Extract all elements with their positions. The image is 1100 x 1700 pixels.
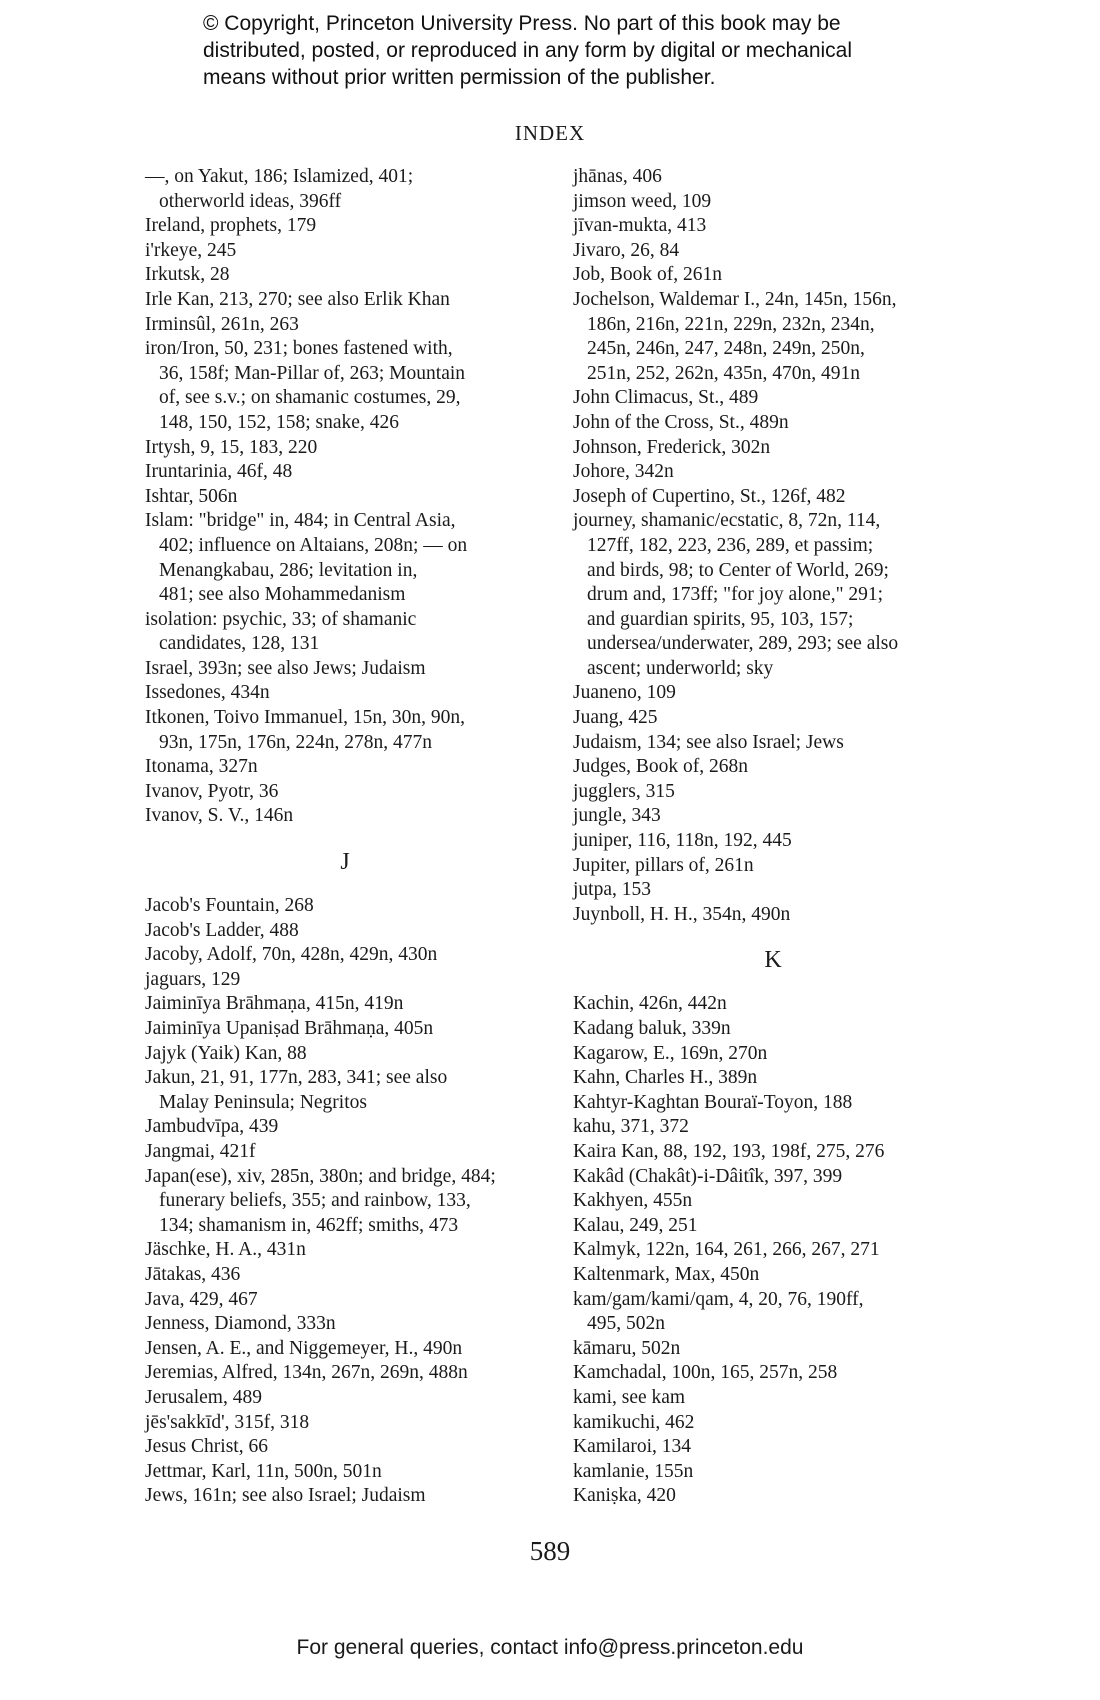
index-entry-line: Jaiminīya Brāhmaṇa, 415n, 419n (145, 993, 404, 1015)
index-entry-line: Irle Kan, 213, 270; see also Erlik Khan (145, 288, 450, 310)
index-entry (145, 165, 550, 214)
index-entry-line: jutpa, 153 (573, 879, 651, 901)
index-entry (145, 239, 550, 264)
index-entry (145, 1386, 550, 1411)
index-entry (573, 509, 983, 681)
copyright-line: means without prior written permission of the publisher. (203, 66, 716, 89)
index-entry-line: jungle, 343 (573, 805, 661, 827)
index-entry (573, 411, 983, 436)
index-entry (573, 992, 983, 1017)
index-entry (573, 1386, 983, 1411)
index-entry-line: 127ff, 182, 223, 236, 289, et passim; (587, 534, 874, 556)
copyright-line: © Copyright, Princeton University Press. No part of this book may be (203, 12, 841, 35)
index-entry-line: Job, Book of, 261n (573, 264, 722, 286)
index-entry (573, 681, 983, 706)
index-entry-line: undersea/underwater, 289, 293; see also (587, 633, 899, 655)
index-entry (573, 1165, 983, 1190)
index-entry-line: Jews, 161n; see also Israel; Judaism (145, 1485, 426, 1507)
index-entry-line: Jaiminīya Upaniṣad Brāhmaṇa, 405n (145, 1018, 434, 1039)
section-letter-j: J (340, 849, 350, 876)
index-entry (145, 313, 550, 338)
index-entry (145, 1435, 550, 1460)
index-entry (145, 1263, 550, 1288)
index-entry-line: 36, 158f; Man-Pillar of, 263; Mountain (159, 362, 466, 384)
index-entry (145, 1361, 550, 1386)
index-entry-line: Kahn, Charles H., 389n (573, 1067, 758, 1089)
index-entry (145, 1042, 550, 1067)
index-entry-line: jimson weed, 109 (573, 190, 712, 212)
index-entry (145, 992, 550, 1017)
index-entry (573, 460, 983, 485)
index-entry (573, 190, 983, 215)
index-entries-j (145, 894, 550, 1509)
index-entry (145, 436, 550, 461)
index-entry-line: Jajyk (Yaik) Kan, 88 (145, 1042, 307, 1064)
index-entry-line: isolation: psychic, 33; of shamanic (145, 608, 417, 630)
index-entry-line: kamikuchi, 462 (573, 1411, 695, 1433)
index-entry (145, 780, 550, 805)
index-entries-i (145, 165, 550, 829)
index-entry-line: Jäschke, H. A., 431n (145, 1239, 306, 1261)
index-entry (573, 1361, 983, 1386)
index-entry-line: Jesus Christ, 66 (145, 1436, 268, 1458)
index-entry-line: Jettmar, Karl, 11n, 500n, 501n (145, 1460, 382, 1482)
index-entry-line: Iruntarinia, 46f, 48 (145, 461, 293, 483)
index-entry-line: Kalau, 249, 251 (573, 1214, 698, 1236)
index-entry (145, 1115, 550, 1140)
index-entry (145, 919, 550, 944)
index-entry (145, 608, 550, 657)
index-entry (145, 968, 550, 993)
index-entry-line: 186n, 216n, 221n, 229n, 232n, 234n, (587, 313, 875, 335)
index-entry-line: and birds, 98; to Center of World, 269; (587, 559, 889, 581)
index-entry-line: Itkonen, Toivo Immanuel, 15n, 30n, 90n, (145, 707, 465, 729)
index-entry (573, 1140, 983, 1165)
index-entry (573, 1484, 983, 1509)
index-entry (573, 386, 983, 411)
index-entry-line: 495, 502n (587, 1313, 665, 1335)
section-letter-k: K (764, 947, 782, 974)
index-entry-line: John Climacus, St., 489 (573, 387, 759, 409)
index-entry (573, 780, 983, 805)
index-entry-line: Juang, 425 (573, 707, 658, 729)
index-entry-line: 245n, 246n, 247, 248n, 249n, 250n, (587, 338, 865, 360)
index-entry (573, 436, 983, 461)
index-entry-line: Israel, 393n; see also Jews; Judaism (145, 657, 426, 679)
index-entry (573, 1435, 983, 1460)
index-entry (145, 804, 550, 829)
index-entry-line: Jenness, Diamond, 333n (145, 1313, 336, 1335)
index-entry (573, 165, 983, 190)
index-entry (573, 829, 983, 854)
index-entry (573, 214, 983, 239)
index-entry (573, 1460, 983, 1485)
index-entry (145, 657, 550, 682)
index-entry-line: Judaism, 134; see also Israel; Jews (573, 731, 844, 753)
index-entry-line: kam/gam/kami/qam, 4, 20, 76, 190ff, (573, 1288, 864, 1310)
index-entry-line: Jivaro, 26, 84 (573, 239, 680, 261)
index-entry (573, 731, 983, 756)
index-entry-line: Jakun, 21, 91, 177n, 283, 341; see also (145, 1067, 448, 1089)
index-entry (145, 485, 550, 510)
index-entry (573, 1115, 983, 1140)
index-entry (145, 337, 550, 435)
index-entry (145, 1484, 550, 1509)
index-entry-line: Islam: "bridge" in, 484; in Central Asia, (145, 510, 456, 532)
index-entry (145, 1337, 550, 1362)
index-entry-line: Jambudvīpa, 439 (145, 1116, 279, 1138)
index-entry (573, 1411, 983, 1436)
index-entry-line: Kaltenmark, Max, 450n (573, 1263, 760, 1285)
index-entry (573, 804, 983, 829)
index-entry (573, 854, 983, 879)
index-entry (145, 288, 550, 313)
index-entry (573, 1214, 983, 1239)
index-entry (573, 1042, 983, 1067)
index-entry-line: Ivanov, Pyotr, 36 (145, 780, 279, 802)
index-entry (145, 755, 550, 780)
index-entries-k (573, 992, 983, 1508)
index-entry-line: Juynboll, H. H., 354n, 490n (573, 903, 791, 925)
index-entries-j-cont (573, 165, 983, 927)
index-entry-line: Ireland, prophets, 179 (145, 215, 317, 237)
index-entry (145, 943, 550, 968)
index-entry-line: Juaneno, 109 (573, 682, 676, 704)
index-entry-line: 134; shamanism in, 462ff; smiths, 473 (159, 1214, 459, 1236)
index-entry (573, 1017, 983, 1042)
index-entry (145, 1066, 550, 1115)
index-entry-line: Kakhyen, 455n (573, 1190, 693, 1212)
index-entry-line: jaguars, 129 (145, 968, 241, 990)
index-entry-line: Ishtar, 506n (145, 485, 238, 507)
index-entry-line: John of the Cross, St., 489n (573, 411, 789, 433)
index-entry (573, 485, 983, 510)
index-entry-line: i'rkeye, 245 (145, 239, 237, 261)
index-entry-line: Joseph of Cupertino, St., 126f, 482 (573, 485, 846, 507)
index-entry (145, 706, 550, 755)
index-entry-line: Malay Peninsula; Negritos (159, 1091, 367, 1113)
index-entry-line: Jeremias, Alfred, 134n, 267n, 269n, 488n (145, 1362, 468, 1384)
index-entry-line: kami, see kam (573, 1386, 686, 1408)
index-entry-line: candidates, 128, 131 (159, 633, 320, 655)
index-entry (573, 1189, 983, 1214)
index-entry-line: Jacoby, Adolf, 70n, 428n, 429n, 430n (145, 944, 438, 966)
index-entry-line: Jensen, A. E., and Niggemeyer, H., 490n (145, 1337, 463, 1359)
index-entry-line: 402; influence on Altaians, 208n; — on (159, 534, 468, 556)
index-entry (573, 1066, 983, 1091)
footer-contact: For general queries, contact info@press.princeton.edu (296, 1636, 804, 1659)
index-entry (145, 214, 550, 239)
running-head: INDEX (514, 121, 586, 145)
index-entry-line: Jochelson, Waldemar I., 24n, 145n, 156n, (573, 288, 897, 310)
index-entry-line: drum and, 173ff; "for joy alone," 291; (587, 584, 884, 606)
index-entry-line: journey, shamanic/ecstatic, 8, 72n, 114, (573, 510, 881, 532)
index-entry (145, 681, 550, 706)
index-entry-line: ascent; underworld; sky (587, 657, 774, 679)
page-number: 589 (529, 1536, 571, 1566)
index-entry-line: juniper, 116, 118n, 192, 445 (573, 830, 792, 852)
index-entry (573, 755, 983, 780)
index-entry (145, 1312, 550, 1337)
index-entry-line: Irtysh, 9, 15, 183, 220 (145, 436, 318, 458)
index-entry-line: Irkutsk, 28 (145, 264, 230, 286)
index-entry (573, 288, 983, 386)
index-column-right (573, 165, 983, 1509)
index-entry (573, 878, 983, 903)
index-entry-line: Kahtyr-Kaghtan Bouraï-Toyon, 188 (573, 1091, 853, 1113)
index-entry-line: 481; see also Mohammedanism (159, 584, 406, 606)
index-entry-line: 93n, 175n, 176n, 224n, 278n, 477n (159, 731, 432, 753)
copyright-line: distributed, posted, or reproduced in any form by digital or mechanical (203, 39, 853, 62)
index-entry-line: Kakâd (Chakât)-i-Dâitîk, 397, 399 (573, 1165, 843, 1187)
index-entry (573, 1263, 983, 1288)
index-entry-line: —, on Yakut, 186; Islamized, 401; (145, 166, 414, 187)
index-entry (145, 1140, 550, 1165)
index-entry (145, 1017, 550, 1042)
index-entry-line: kahu, 371, 372 (573, 1116, 689, 1138)
index-entry (573, 263, 983, 288)
index-entry-line: Kadang baluk, 339n (573, 1018, 731, 1039)
index-entry-line: jēs'sakkīd', 315f, 318 (145, 1411, 310, 1433)
index-entry-line: Kachin, 426n, 442n (573, 993, 727, 1015)
index-entry (573, 1091, 983, 1116)
index-entry-line: Issedones, 434n (145, 682, 270, 704)
index-entry-line: Menangkabau, 286; levitation in, (159, 559, 418, 581)
index-entry-line: of, see s.v.; on shamanic costumes, 29, (159, 387, 461, 409)
index-entry-line: jugglers, 315 (573, 780, 675, 802)
index-entry (145, 509, 550, 607)
index-entry-line: Japan(ese), xiv, 285n, 380n; and bridge, 484; (145, 1165, 496, 1187)
index-entry (145, 263, 550, 288)
index-entry-line: 251n, 252, 262n, 435n, 470n, 491n (587, 362, 860, 384)
index-entry-line: Kamilaroi, 134 (573, 1436, 692, 1458)
index-entry-line: Kagarow, E., 169n, 270n (573, 1042, 768, 1064)
index-entry (145, 1238, 550, 1263)
index-entry-line: Itonama, 327n (145, 756, 258, 778)
index-entry-line: Jupiter, pillars of, 261n (573, 854, 754, 876)
index-entry-line: Jangmai, 421f (145, 1140, 256, 1162)
index-entry-line: Kaniṣka, 420 (573, 1485, 676, 1507)
index-entry-line: jhānas, 406 (573, 166, 662, 187)
index-entry-line: otherworld ideas, 396ff (159, 190, 342, 212)
index-entry-line: Johnson, Frederick, 302n (573, 436, 771, 458)
index-entry-line: and guardian spirits, 95, 103, 157; (587, 608, 854, 630)
index-entry-line: jīvan-mukta, 413 (573, 215, 707, 237)
index-entry (145, 1165, 550, 1239)
index-entry-line: Kaira Kan, 88, 192, 193, 198f, 275, 276 (573, 1140, 885, 1162)
index-entry (145, 460, 550, 485)
index-entry-line: kāmaru, 502n (573, 1337, 681, 1359)
index-entry (145, 1288, 550, 1313)
index-entry-line: Jacob's Fountain, 268 (145, 895, 314, 917)
index-entry (573, 1238, 983, 1263)
index-entry (573, 706, 983, 731)
index-entry-line: Ivanov, S. V., 146n (145, 805, 294, 827)
index-entry-line: Irminsûl, 261n, 263 (145, 313, 299, 335)
index-entry (573, 239, 983, 264)
index-entry (573, 1337, 983, 1362)
index-entry-line: Kamchadal, 100n, 165, 257n, 258 (573, 1362, 838, 1384)
index-entry-line: iron/Iron, 50, 231; bones fastened with, (145, 338, 453, 360)
index-entry-line: Java, 429, 467 (145, 1288, 258, 1310)
index-entry (145, 1411, 550, 1436)
index-entry-line: Jacob's Ladder, 488 (145, 919, 299, 941)
index-entry-line: funerary beliefs, 355; and rainbow, 133, (159, 1190, 471, 1212)
index-entry-line: kamlanie, 155n (573, 1460, 694, 1482)
index-entry-line: Johore, 342n (573, 461, 674, 483)
index-entry-line: Jātakas, 436 (145, 1263, 241, 1285)
index-entry (145, 1460, 550, 1485)
index-entry-line: 148, 150, 152, 158; snake, 426 (159, 411, 399, 433)
index-entry-line: Kalmyk, 122n, 164, 261, 266, 267, 271 (573, 1239, 880, 1261)
index-entry (145, 894, 550, 919)
index-entry (573, 903, 983, 928)
index-entry (573, 1288, 983, 1337)
index-column-left (145, 165, 550, 1509)
index-entry-line: Jerusalem, 489 (145, 1386, 262, 1408)
index-entry-line: Judges, Book of, 268n (573, 756, 748, 778)
copyright-notice (203, 10, 963, 91)
